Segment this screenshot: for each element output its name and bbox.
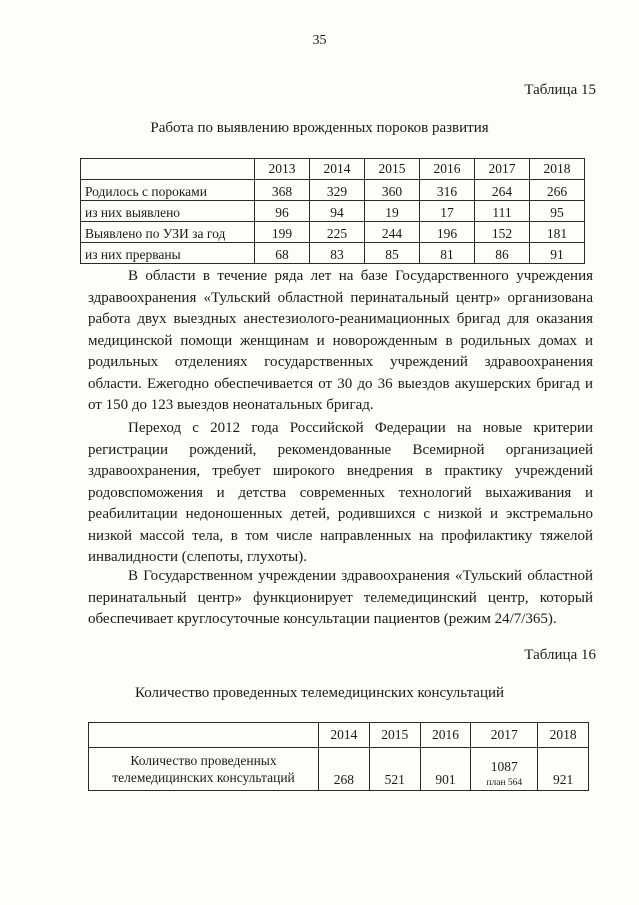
row-label: Родилось с пороками xyxy=(81,180,255,201)
value-2017: 1087 xyxy=(490,759,518,774)
table-16 xyxy=(88,722,589,791)
row-label: из них прерваны xyxy=(81,243,255,264)
row-label: Количество проведенных телемедицинских консультаций xyxy=(89,748,319,791)
table-cell: 368 xyxy=(255,180,310,201)
table-cell: 96 xyxy=(255,201,310,222)
table-cell: 81 xyxy=(420,243,475,264)
table-cell: 196 xyxy=(420,222,475,243)
table-cell: 268 xyxy=(319,748,370,791)
row-label: из них выявлено xyxy=(81,201,255,222)
table-cell: 521 xyxy=(369,748,420,791)
table-cell: 901 xyxy=(420,748,471,791)
paragraph-criteria: Переход с 2012 года Российской Федерации на новые критерии регистрации рождений, рекомендованные Всемирной организацией здравоохранения, требует широкого внедрения в практику учреждений родовспоможения и детства современных технологий выхаживания и реабилитации недоношенных детей, родившихся с низкой и экстремально низкой массой тела, в том числе направленных на профилактику тяжелой инвалидности (слепоты, глухоты). xyxy=(88,420,593,565)
table-row xyxy=(81,180,585,201)
table-row xyxy=(81,222,585,243)
table-cell: 86 xyxy=(475,243,530,264)
table-row xyxy=(81,243,585,264)
table-cell: 19 xyxy=(365,201,420,222)
table-header-row xyxy=(89,723,589,748)
table-cell: 91 xyxy=(530,243,585,264)
table-header-row xyxy=(81,159,585,180)
table-row xyxy=(89,748,589,791)
table-cell: 225 xyxy=(310,222,365,243)
year-header: 2014 xyxy=(319,723,370,748)
year-header: 2016 xyxy=(420,723,471,748)
table-cell: 68 xyxy=(255,243,310,264)
table-cell: 181 xyxy=(530,222,585,243)
table-cell: 17 xyxy=(420,201,475,222)
table-cell: 199 xyxy=(255,222,310,243)
table-16-title: Количество проведенных телемедицинских консультаций xyxy=(134,685,505,701)
year-header: 2015 xyxy=(369,723,420,748)
year-header: 2018 xyxy=(538,723,589,748)
year-header: 2018 xyxy=(530,159,585,180)
plan-2017: план 564 xyxy=(486,778,523,788)
year-header: 2016 xyxy=(420,159,475,180)
table-cell: 360 xyxy=(365,180,420,201)
year-header: 2017 xyxy=(471,723,538,748)
table-cell: 152 xyxy=(475,222,530,243)
year-header: 2014 xyxy=(310,159,365,180)
row-label: Выявлено по УЗИ за год xyxy=(81,222,255,243)
year-header: 2015 xyxy=(365,159,420,180)
page-number: 35 xyxy=(312,33,327,48)
table-cell: 244 xyxy=(365,222,420,243)
table-cell: 94 xyxy=(310,201,365,222)
table-cell: 329 xyxy=(310,180,365,201)
table-header-cell-empty xyxy=(81,159,255,180)
table-cell: 921 xyxy=(538,748,589,791)
table-16-label: Таблица 16 xyxy=(524,647,596,663)
table-header-cell-empty xyxy=(89,723,319,748)
table-cell: 316 xyxy=(420,180,475,201)
table-row xyxy=(81,201,585,222)
table-cell-2017 xyxy=(471,748,538,791)
table-cell: 95 xyxy=(530,201,585,222)
table-cell: 111 xyxy=(475,201,530,222)
paragraph-brigades: В области в течение ряда лет на базе Государственного учреждения здравоохранения «Тульский областной перинатальный центр» организована работа двух выездных анестезиолого-реанимационных бригад для оказания медицинской помощи женщинам и новорожденным в родильных домах и родильных отделениях государственных учреждений здравоохранения области. Ежегодно обеспечивается от 30 до 36 выездов акушерских бригад и от 150 до 123 выездов неонатальных бригад. xyxy=(88,268,593,413)
table-cell: 83 xyxy=(310,243,365,264)
table-cell: 85 xyxy=(365,243,420,264)
table-15-label: Таблица 15 xyxy=(524,82,596,98)
table-15 xyxy=(80,158,585,264)
table-15-title: Работа по выявлению врожденных пороков развития xyxy=(150,120,489,136)
year-header: 2017 xyxy=(475,159,530,180)
table-cell: 264 xyxy=(475,180,530,201)
year-header: 2013 xyxy=(255,159,310,180)
paragraph-telemedicine: В Государственном учреждении здравоохранения «Тульский областной перинатальный центр» функционирует телемедицинский центр, который обеспечивает круглосуточные консультации пациентов (режим 24/7/365). xyxy=(88,568,593,627)
table-cell: 266 xyxy=(530,180,585,201)
